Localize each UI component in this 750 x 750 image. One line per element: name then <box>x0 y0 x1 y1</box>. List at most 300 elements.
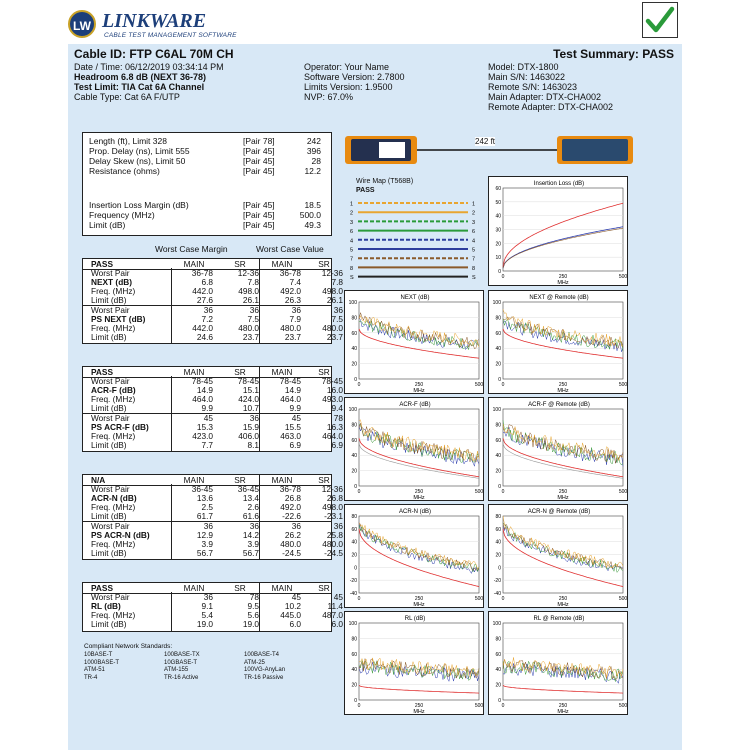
y-tick-label: 20 <box>495 241 501 248</box>
wiremap-pin-right: 6 <box>472 229 476 236</box>
y-tick-label: 100 <box>492 621 501 627</box>
x-tick-label: 250 <box>558 703 568 709</box>
table-cell: 78-45 <box>191 376 213 387</box>
y-tick-label: 0 <box>498 484 501 490</box>
standards-title: Compliant Network Standards: <box>84 643 173 650</box>
table-cell: 7.2 <box>201 313 213 324</box>
summary-value: 396 <box>306 146 321 156</box>
summary-value: 18.5 <box>304 200 321 210</box>
wiremap-pin-right: 8 <box>472 265 476 272</box>
table-cell: 26.3 <box>284 295 301 306</box>
results-table <box>82 582 343 632</box>
y-tick-label: 20 <box>495 682 501 689</box>
y-tick-label: 80 <box>495 514 501 520</box>
table-cell: 26.1 <box>326 295 343 306</box>
y-tick-label: -20 <box>349 578 357 585</box>
y-tick-label: 40 <box>495 453 501 460</box>
wiremap-pin-left: S <box>350 275 354 282</box>
table-cell: 464.0 <box>192 394 213 405</box>
standard-item: 10GBASE-T <box>164 659 198 666</box>
x-axis-label: MHz <box>413 709 425 715</box>
table-row-label: PS ACR-N (dB) <box>91 529 150 540</box>
x-tick-label: 250 <box>414 382 424 388</box>
table-cell: 16.0 <box>326 385 343 396</box>
table-cell: 15.3 <box>196 421 213 432</box>
table-row-label: Worst Pair <box>91 592 130 603</box>
table-cell: 424.0 <box>238 394 259 405</box>
operator: Operator: Your Name <box>304 62 390 72</box>
table-column-header: MAIN <box>271 259 293 269</box>
table-cell: 36 <box>203 520 213 531</box>
table-cell: 36-78 <box>191 268 213 279</box>
wire-map-status: PASS <box>356 187 375 194</box>
table-cell: 23.7 <box>326 331 343 342</box>
x-tick-label: 250 <box>414 703 424 709</box>
wiremap-pin-right: 7 <box>472 256 476 263</box>
summary-label: Length (ft), Limit 328 <box>89 136 167 146</box>
y-tick-label: 0 <box>354 377 357 383</box>
y-tick-label: 20 <box>351 361 357 368</box>
table-cell: 9.9 <box>289 403 301 414</box>
x-axis-label: MHz <box>413 602 425 608</box>
x-tick-label: 0 <box>501 703 505 709</box>
table-row-label: Limit (dB) <box>91 439 127 450</box>
standard-item: 1000BASE-T <box>84 659 120 666</box>
y-tick-label: 40 <box>495 346 501 353</box>
logo-subtitle: CABLE TEST MANAGEMENT SOFTWARE <box>104 32 237 39</box>
table-cell: 26.8 <box>326 493 343 504</box>
device-graphic <box>343 134 633 168</box>
table-row-label: Worst Pair <box>91 304 130 315</box>
x-tick-label: 250 <box>558 489 568 495</box>
x-tick-label: 0 <box>357 382 361 388</box>
x-tick-label: 250 <box>558 274 568 280</box>
table-row-label: Worst Pair <box>91 484 130 495</box>
table-column-header: SR <box>234 259 246 269</box>
y-tick-label: 50 <box>495 199 501 206</box>
summary-pair: [Pair 45] <box>243 156 275 166</box>
chart-title: ACR-N (dB) <box>398 509 432 515</box>
table-cell: 7.4 <box>289 277 301 288</box>
measurement-chart <box>344 611 484 715</box>
standard-item: TR-16 Active <box>164 674 199 681</box>
x-tick-label: 250 <box>414 489 424 495</box>
x-axis-label: MHz <box>413 495 425 501</box>
table-cell: 5.6 <box>247 610 259 621</box>
cable-type: Cable Type: Cat 6A F/UTP <box>74 92 180 102</box>
table-cell: 78-45 <box>237 376 259 387</box>
table-cell: 36 <box>203 592 213 603</box>
table-row-label: Freq. (MHz) <box>91 286 136 297</box>
table-cell: 19.0 <box>196 619 213 630</box>
logo-badge: LW <box>68 10 96 38</box>
wiremap-pin-right: 3 <box>472 219 476 226</box>
table-cell: 445.0 <box>280 610 301 621</box>
y-tick-label: 20 <box>351 468 357 475</box>
y-tick-label: 40 <box>495 539 501 546</box>
wiremap-pin-right: S <box>472 275 476 282</box>
table-cell: 23.7 <box>284 331 301 342</box>
table-column-header: SR <box>318 259 330 269</box>
table-cell: 36 <box>203 304 213 315</box>
table-row-label: Freq. (MHz) <box>91 502 136 513</box>
standard-item: 100VG-AnyLan <box>244 667 286 673</box>
table-cell: 78-45 <box>279 376 301 387</box>
x-tick-label: 250 <box>558 382 568 388</box>
y-tick-label: 20 <box>495 552 501 559</box>
measurement-chart <box>344 397 484 501</box>
table-column-header: MAIN <box>183 475 205 485</box>
test-limit: Test Limit: TIA Cat 6A Channel <box>74 82 205 92</box>
wiremap-pin-left: 8 <box>350 265 354 272</box>
y-tick-label: 100 <box>348 621 357 627</box>
table-cell: 463.0 <box>280 430 301 441</box>
y-tick-label: 60 <box>351 651 357 658</box>
table-row-label: PS NEXT (dB) <box>91 313 146 324</box>
table-cell: 492.0 <box>280 502 301 513</box>
table-cell: 498.0 <box>238 286 259 297</box>
table-cell: 19.0 <box>242 619 259 630</box>
standard-item: 100BASE-TX <box>164 652 200 658</box>
y-tick-label: 60 <box>351 437 357 444</box>
x-tick-label: 500 <box>474 382 484 388</box>
table-cell: 61.7 <box>196 511 213 522</box>
table-row-label: Freq. (MHz) <box>91 394 136 405</box>
table-row-label: NEXT (dB) <box>91 277 133 288</box>
table-row-label: Limit (dB) <box>91 547 127 558</box>
wiremap-pin-left: 6 <box>350 229 354 236</box>
table-column-header: MAIN <box>183 367 205 377</box>
table-divider <box>171 592 172 631</box>
table-status: PASS <box>91 259 113 269</box>
limits-version: Limits Version: 1.9500 <box>304 82 393 92</box>
table-cell: 442.0 <box>192 322 213 333</box>
summary-pair: [Pair 45] <box>243 200 275 210</box>
wiremap-pin-left: 2 <box>350 210 354 217</box>
table-cell: 16.3 <box>326 421 343 432</box>
summary-label: Resistance (ohms) <box>89 166 160 176</box>
summary-pair: [Pair 45] <box>243 146 275 156</box>
table-cell: 492.0 <box>280 286 301 297</box>
summary-panel <box>82 132 332 236</box>
table-cell: 45 <box>203 412 213 423</box>
summary-value: 28 <box>311 156 321 166</box>
y-tick-label: -20 <box>493 578 501 585</box>
wiremap-pin-right: 4 <box>472 238 476 245</box>
table-cell: 13.6 <box>196 493 213 504</box>
x-tick-label: 500 <box>618 489 628 495</box>
table-cell: 78 <box>249 592 259 603</box>
summary-pair: [Pair 45] <box>243 210 275 220</box>
table-cell: 464.0 <box>280 394 301 405</box>
table-cell: 10.2 <box>284 601 301 612</box>
table-cell: 442.0 <box>192 286 213 297</box>
table-cell: 36 <box>291 304 301 315</box>
worst-case-margin-label: Worst Case Margin <box>155 244 228 254</box>
y-tick-label: 60 <box>495 437 501 444</box>
remote-sn: Remote S/N: 1463023 <box>488 82 578 92</box>
x-tick-label: 500 <box>474 596 484 602</box>
summary-pair: [Pair 78] <box>243 136 275 146</box>
measurement-chart <box>488 290 628 394</box>
wiremap-pin-right: 2 <box>472 210 476 217</box>
test-summary: Test Summary: PASS <box>553 47 674 61</box>
table-cell: 13.4 <box>242 493 259 504</box>
table-divider <box>259 259 260 343</box>
x-axis-label: MHz <box>413 388 425 394</box>
table-cell: 498.0 <box>322 502 343 513</box>
table-cell: 12-36 <box>321 484 343 495</box>
y-tick-label: 60 <box>495 330 501 337</box>
table-cell: 36-45 <box>237 484 259 495</box>
table-divider <box>259 583 260 631</box>
table-column-header: SR <box>234 475 246 485</box>
table-row-label: ACR-F (dB) <box>91 385 136 396</box>
y-tick-label: 0 <box>498 377 501 383</box>
plot-frame <box>503 409 623 486</box>
y-tick-label: 40 <box>351 539 357 546</box>
table-cell: 12-36 <box>321 268 343 279</box>
table-row-label: ACR-N (dB) <box>91 493 137 504</box>
summary-value: 242 <box>306 136 321 146</box>
table-cell: 45 <box>291 412 301 423</box>
summary-pair: [Pair 45] <box>243 220 275 230</box>
chart-title: ACR-N @ Remote (dB) <box>527 509 591 515</box>
table-row-label: Limit (dB) <box>91 619 127 630</box>
summary-label: Delay Skew (ns), Limit 50 <box>89 156 186 166</box>
table-cell: 56.7 <box>196 547 213 558</box>
table-row-label: Limit (dB) <box>91 403 127 414</box>
table-cell: 9.4 <box>331 403 343 414</box>
table-row-label: RL (dB) <box>91 601 121 612</box>
table-row-label: Limit (dB) <box>91 511 127 522</box>
y-tick-label: 20 <box>495 361 501 368</box>
chart-title: ACR-F @ Remote (dB) <box>528 402 590 408</box>
table-cell: 487.0 <box>322 610 343 621</box>
table-cell: 7.9 <box>289 313 301 324</box>
table-cell: 26.2 <box>284 529 301 540</box>
table-cell: 10.7 <box>242 403 259 414</box>
table-cell: 5.4 <box>201 610 213 621</box>
summary-value: 49.3 <box>304 220 321 230</box>
standard-item: ATM-25 <box>244 659 265 666</box>
y-tick-label: 80 <box>495 315 501 322</box>
wiremap-pin-right: 1 <box>472 201 476 208</box>
table-cell: -23.1 <box>324 511 343 522</box>
table-column-header: SR <box>234 583 246 593</box>
y-tick-label: 80 <box>351 636 357 643</box>
nvp: NVP: 67.0% <box>304 92 354 102</box>
table-row-label: Limit (dB) <box>91 295 127 306</box>
x-tick-label: 500 <box>618 703 628 709</box>
y-tick-label: 40 <box>351 453 357 460</box>
table-cell: 6.0 <box>289 619 301 630</box>
table-cell: 7.5 <box>247 313 259 324</box>
y-tick-label: 100 <box>492 300 501 306</box>
table-divider <box>171 376 172 451</box>
measurement-chart <box>488 611 628 715</box>
table-cell: 3.9 <box>201 538 213 549</box>
x-tick-label: 0 <box>501 489 505 495</box>
table-row-label: Worst Pair <box>91 520 130 531</box>
table-cell: 56.7 <box>242 547 259 558</box>
summary-label: Insertion Loss Margin (dB) <box>89 200 189 210</box>
table-row-label: Worst Pair <box>91 412 130 423</box>
y-tick-label: 60 <box>351 526 357 533</box>
table-cell: 480.0 <box>280 538 301 549</box>
table-column-header: MAIN <box>271 367 293 377</box>
table-column-header: MAIN <box>271 475 293 485</box>
length-label: 242 ft <box>475 137 496 146</box>
table-cell: 25.8 <box>326 529 343 540</box>
table-cell: 7.8 <box>331 277 343 288</box>
table-cell: 36 <box>249 412 259 423</box>
summary-value: 12.2 <box>304 166 321 176</box>
chart-title: Insertion Loss (dB) <box>533 181 585 187</box>
main-sn: Main S/N: 1463022 <box>488 72 566 82</box>
y-tick-label: 0 <box>498 698 501 704</box>
y-tick-label: 100 <box>492 407 501 413</box>
table-cell: 9.5 <box>247 601 259 612</box>
results-table <box>82 366 343 452</box>
x-tick-label: 250 <box>558 596 568 602</box>
table-column-header: MAIN <box>183 259 205 269</box>
standard-item: 100BASE-T4 <box>244 652 280 658</box>
standard-item: 10BASE-T <box>84 652 113 658</box>
network-standards <box>84 643 334 693</box>
table-cell: 26.8 <box>284 493 301 504</box>
table-cell: 12.9 <box>196 529 213 540</box>
standard-item: TR-4 <box>84 674 98 681</box>
measurement-chart <box>344 290 484 394</box>
table-cell: -22.6 <box>282 511 301 522</box>
headroom: Headroom 6.8 dB (NEXT 36-78) <box>74 72 207 82</box>
table-status: PASS <box>91 367 113 377</box>
y-tick-label: 40 <box>351 667 357 674</box>
table-row-label: Freq. (MHz) <box>91 430 136 441</box>
y-tick-label: 0 <box>354 698 357 704</box>
wire-map <box>344 172 484 286</box>
y-tick-label: 0 <box>498 269 501 275</box>
table-cell: 45 <box>333 592 343 603</box>
table-cell: 36 <box>249 520 259 531</box>
x-axis-label: MHz <box>557 388 569 394</box>
table-cell: 7.7 <box>201 439 213 450</box>
y-tick-label: 80 <box>351 315 357 322</box>
table-cell: 480.0 <box>238 322 259 333</box>
results-table <box>82 258 343 344</box>
table-cell: 7.8 <box>247 277 259 288</box>
pass-check-icon <box>642 2 678 38</box>
table-cell: 7.5 <box>331 313 343 324</box>
table-cell: 480.0 <box>280 322 301 333</box>
y-tick-label: 40 <box>495 213 501 220</box>
table-column-header: MAIN <box>271 583 293 593</box>
table-divider <box>171 484 172 559</box>
chart-title: NEXT (dB) <box>400 295 430 301</box>
x-tick-label: 0 <box>501 382 505 388</box>
table-row-label: Freq. (MHz) <box>91 610 136 621</box>
table-cell: 14.9 <box>196 385 213 396</box>
y-tick-label: 80 <box>495 422 501 429</box>
remote-adapter: Remote Adapter: DTX-CHA002 <box>488 102 614 112</box>
table-cell: 9.9 <box>201 403 213 414</box>
results-table <box>82 474 343 560</box>
table-row-label: Freq. (MHz) <box>91 322 136 333</box>
table-cell: -24.5 <box>282 547 301 558</box>
x-tick-label: 500 <box>474 489 484 495</box>
model: Model: DTX-1800 <box>488 62 559 72</box>
y-tick-label: 60 <box>495 186 501 192</box>
table-cell: 493.0 <box>322 394 343 405</box>
table-cell: 27.6 <box>196 295 213 306</box>
x-axis-label: MHz <box>557 280 569 286</box>
table-row-label: Worst Pair <box>91 268 130 279</box>
x-tick-label: 500 <box>618 274 628 280</box>
x-tick-label: 500 <box>474 703 484 709</box>
table-cell: 2.5 <box>201 502 213 513</box>
y-tick-label: 30 <box>495 227 501 234</box>
table-cell: 24.6 <box>196 331 213 342</box>
standard-item: ATM-51 <box>84 667 105 673</box>
y-tick-label: 80 <box>351 514 357 520</box>
table-cell: 26.1 <box>242 295 259 306</box>
table-row-label: PS ACR-F (dB) <box>91 421 149 432</box>
y-tick-label: 20 <box>495 468 501 475</box>
x-tick-label: 500 <box>618 596 628 602</box>
table-cell: 15.1 <box>242 385 259 396</box>
x-axis-label: MHz <box>557 495 569 501</box>
x-axis-label: MHz <box>557 709 569 715</box>
summary-value: 500.0 <box>299 210 321 220</box>
wiremap-pin-left: 7 <box>350 256 354 263</box>
measurement-chart <box>488 504 628 608</box>
table-status: N/A <box>91 475 106 485</box>
table-divider <box>259 367 260 451</box>
table-cell: 3.9 <box>247 538 259 549</box>
y-tick-label: 80 <box>351 422 357 429</box>
y-tick-label: 0 <box>498 565 501 572</box>
cable-id: Cable ID: FTP C6AL 70M CH <box>74 47 234 61</box>
table-cell: 6.9 <box>331 439 343 450</box>
table-cell: 36-45 <box>191 484 213 495</box>
x-axis-label: MHz <box>557 602 569 608</box>
table-cell: 45 <box>291 592 301 603</box>
table-cell: 6.0 <box>331 619 343 630</box>
table-cell: 15.5 <box>284 421 301 432</box>
table-column-header: SR <box>318 583 330 593</box>
x-tick-label: 0 <box>357 703 361 709</box>
table-cell: 2.6 <box>247 502 259 513</box>
wiremap-pin-left: 3 <box>350 219 354 226</box>
table-row-label: Freq. (MHz) <box>91 538 136 549</box>
table-cell: 480.0 <box>322 538 343 549</box>
y-tick-label: 100 <box>348 407 357 413</box>
measurement-chart <box>344 504 484 608</box>
table-column-header: SR <box>318 475 330 485</box>
chart-title: RL @ Remote (dB) <box>533 616 585 622</box>
table-cell: 23.7 <box>242 331 259 342</box>
x-tick-label: 500 <box>618 382 628 388</box>
table-cell: 61.6 <box>242 511 259 522</box>
table-divider <box>171 268 172 343</box>
table-cell: 423.0 <box>192 430 213 441</box>
summary-label: Frequency (MHz) <box>89 210 155 220</box>
table-cell: 15.9 <box>242 421 259 432</box>
table-cell: 36 <box>333 304 343 315</box>
x-tick-label: 0 <box>501 596 505 602</box>
wire-map-title: Wire Map (T568B) <box>356 178 414 185</box>
